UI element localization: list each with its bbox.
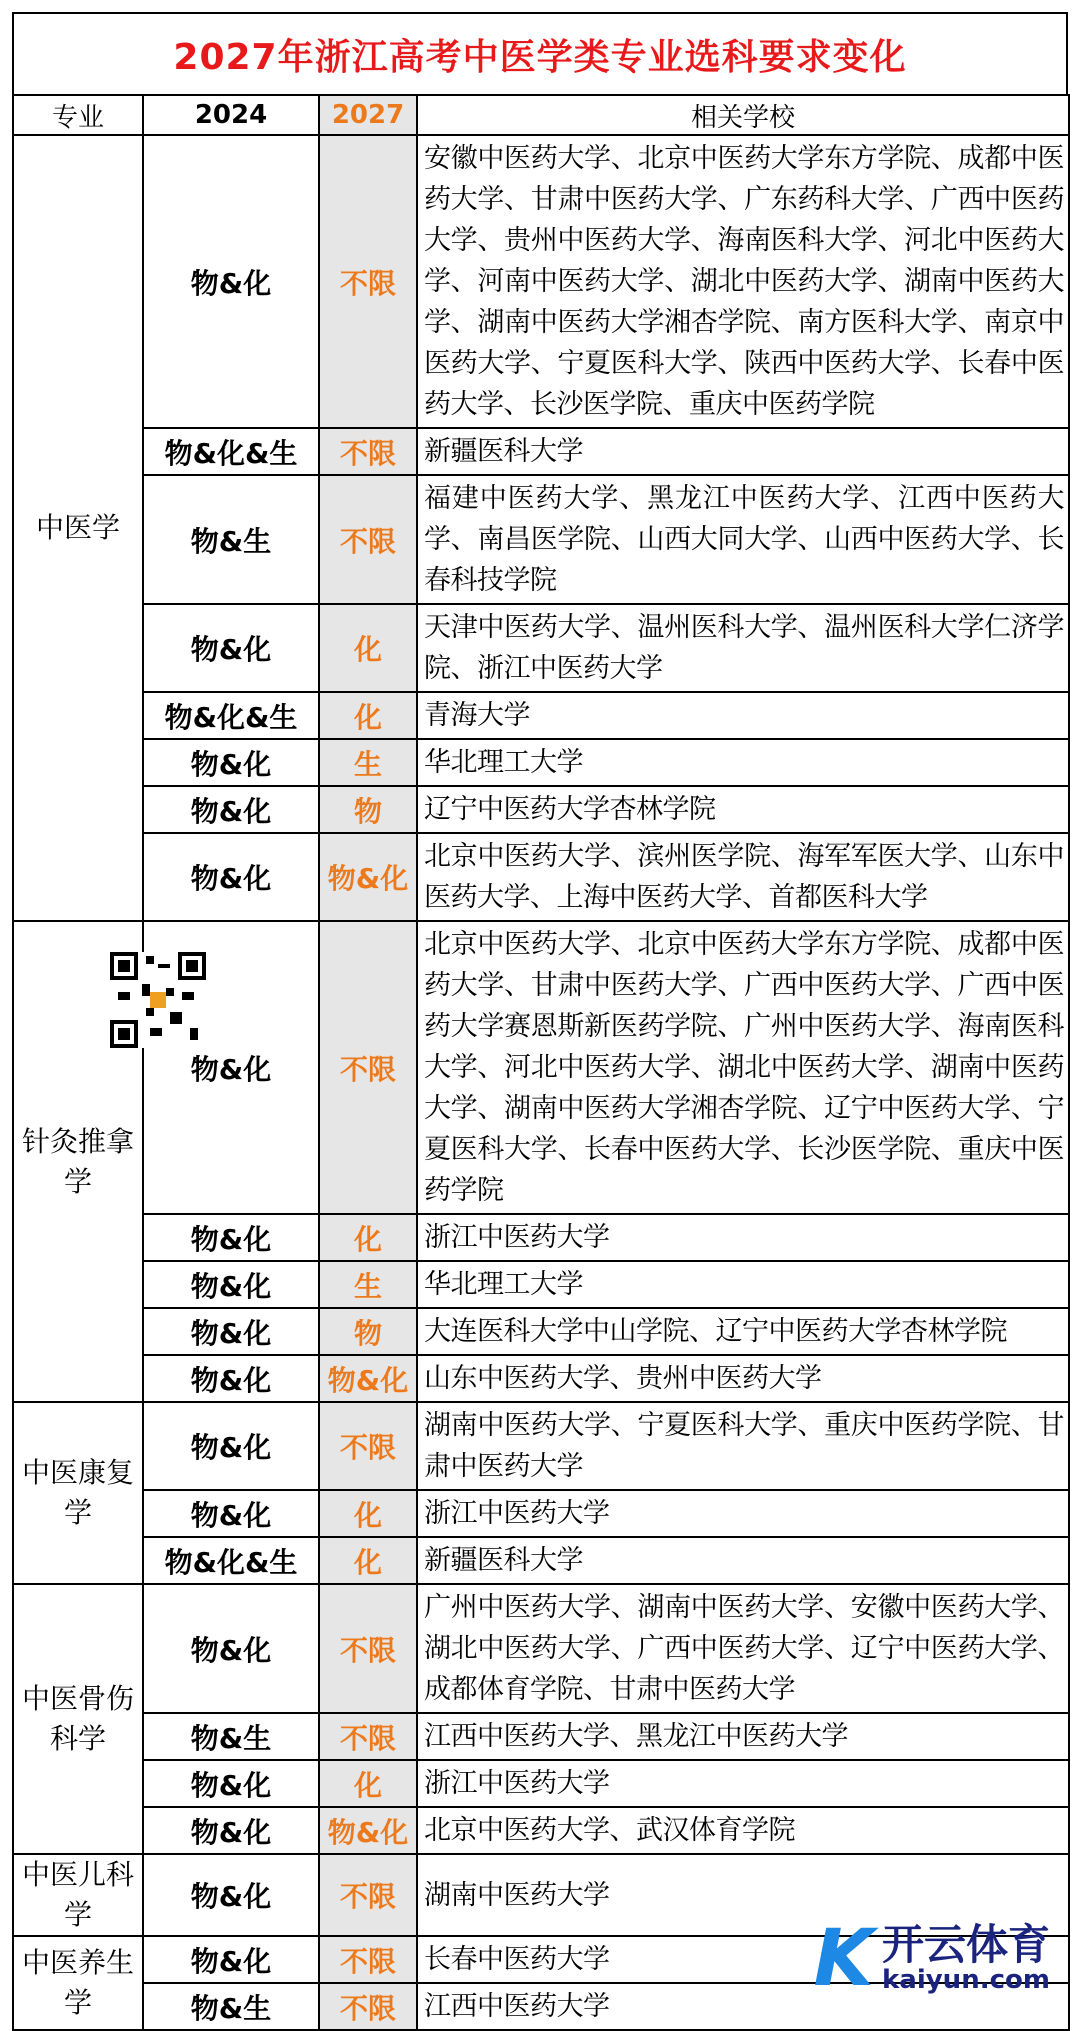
major-cell: 中医康复学 xyxy=(13,1402,143,1584)
requirement-2027: 不限 xyxy=(319,135,417,428)
requirement-2024: 物&化 xyxy=(143,1760,319,1807)
schools-cell: 安徽中医药大学、北京中医药大学东方学院、成都中医药大学、甘肃中医药大学、广东药科大学、广西中医药大学、贵州中医药大学、海南医科大学、河北中医药大学、河南中医药大学、湖北中医药大学、湖南中医药大学、湖南中医药大学湘杏学院、南方医科大学、南京中医药大学、宁夏医科大学、陕西中医药大学、长春中医药大学、长沙医学院、重庆中医药学院 xyxy=(417,135,1069,428)
schools-cell: 福建中医药大学、黑龙江中医药大学、江西中医药大学、南昌医学院、山西大同大学、山西中医药大学、长春科技学院 xyxy=(417,475,1069,604)
requirement-2024: 物&生 xyxy=(143,1713,319,1760)
schools-cell: 长春中医药大学 xyxy=(417,1936,1069,1983)
qr-code-icon xyxy=(110,952,206,1048)
requirement-2027: 不限 xyxy=(319,1983,417,2030)
major-cell: 中医骨伤科学 xyxy=(13,1584,143,1854)
requirement-2027: 化 xyxy=(319,1490,417,1537)
header-2027: 2027 xyxy=(319,95,417,135)
requirement-2024: 物&化 xyxy=(143,1214,319,1261)
schools-cell: 北京中医药大学、滨州医学院、海军军医大学、山东中医药大学、上海中医药大学、首都医科大学 xyxy=(417,833,1069,921)
requirement-2024: 物&化 xyxy=(143,739,319,786)
requirement-2027: 不限 xyxy=(319,1713,417,1760)
requirement-2024: 物&生 xyxy=(143,1983,319,2030)
table-row xyxy=(13,1261,1069,1308)
schools-cell: 天津中医药大学、温州医科大学、温州医科大学仁济学院、浙江中医药大学 xyxy=(417,604,1069,692)
requirement-2024: 物&化 xyxy=(143,1936,319,1983)
schools-cell: 大连医科大学中山学院、辽宁中医药大学杏林学院 xyxy=(417,1308,1069,1355)
requirement-2027: 物&化 xyxy=(319,1355,417,1402)
requirement-2027: 生 xyxy=(319,739,417,786)
schools-cell: 华北理工大学 xyxy=(417,739,1069,786)
requirement-2024: 物&化 xyxy=(143,1355,319,1402)
brand-name: 开云体育 xyxy=(881,1919,1050,1969)
requirement-2024: 物&生 xyxy=(143,475,319,604)
requirement-2024: 物&化 xyxy=(143,921,319,1214)
requirement-2024: 物&化 xyxy=(143,1807,319,1854)
requirement-2027: 化 xyxy=(319,1214,417,1261)
table-row xyxy=(13,135,1069,428)
requirement-2024: 物&化 xyxy=(143,786,319,833)
requirement-2027: 物&化 xyxy=(319,1807,417,1854)
schools-cell: 青海大学 xyxy=(417,692,1069,739)
requirement-2027: 物 xyxy=(319,1308,417,1355)
table-row xyxy=(13,1355,1069,1402)
requirement-2024: 物&化 xyxy=(143,833,319,921)
table-row xyxy=(13,475,1069,604)
subject-change-table xyxy=(12,94,1070,2031)
schools-cell: 江西中医药大学、黑龙江中医药大学 xyxy=(417,1713,1069,1760)
schools-cell: 山东中医药大学、贵州中医药大学 xyxy=(417,1355,1069,1402)
major-cell: 中医养生学 xyxy=(13,1936,143,2030)
schools-cell: 辽宁中医药大学杏林学院 xyxy=(417,786,1069,833)
table-row xyxy=(13,1490,1069,1537)
requirement-2024: 物&化 xyxy=(143,1854,319,1936)
requirement-2024: 物&化 xyxy=(143,1261,319,1308)
schools-cell: 湖南中医药大学 xyxy=(417,1854,1069,1936)
brand-url: kaiyun.com xyxy=(881,1964,1050,1995)
requirement-2024: 物&化 xyxy=(143,1584,319,1713)
schools-cell: 新疆医科大学 xyxy=(417,1537,1069,1584)
requirement-2024: 物&化 xyxy=(143,1402,319,1490)
requirement-2027: 化 xyxy=(319,604,417,692)
header-schools: 相关学校 xyxy=(417,95,1069,135)
schools-cell: 华北理工大学 xyxy=(417,1261,1069,1308)
table-row xyxy=(13,1537,1069,1584)
major-cell: 针灸推拿学 xyxy=(13,921,143,1402)
schools-cell: 新疆医科大学 xyxy=(417,428,1069,475)
page-title: 2027年浙江高考中医学类专业选科要求变化 xyxy=(12,12,1068,94)
requirement-2027: 物&化 xyxy=(319,833,417,921)
header-major: 专业 xyxy=(13,95,143,135)
requirement-2024: 物&化 xyxy=(143,604,319,692)
requirement-2027: 不限 xyxy=(319,1854,417,1936)
brand-logo-icon: K xyxy=(813,1914,874,2004)
schools-cell: 浙江中医药大学 xyxy=(417,1490,1069,1537)
requirement-2024: 物&化 xyxy=(143,1308,319,1355)
requirement-2024: 物&化&生 xyxy=(143,692,319,739)
requirement-2027: 不限 xyxy=(319,1936,417,1983)
brand-watermark xyxy=(813,1914,1050,2004)
requirement-2027: 不限 xyxy=(319,921,417,1214)
table-row xyxy=(13,428,1069,475)
schools-cell: 湖南中医药大学、宁夏医科大学、重庆中医药学院、甘肃中医药大学 xyxy=(417,1402,1069,1490)
table-row xyxy=(13,833,1069,921)
requirement-2027: 化 xyxy=(319,1537,417,1584)
schools-cell: 浙江中医药大学 xyxy=(417,1760,1069,1807)
schools-cell: 北京中医药大学、北京中医药大学东方学院、成都中医药大学、甘肃中医药大学、广西中医药大学、广西中医药大学赛恩斯新医药学院、广州中医药大学、海南医科大学、河北中医药大学、湖北中医药大学、湖南中医药大学、湖南中医药大学湘杏学院、辽宁中医药大学、宁夏医科大学、长春中医药大学、长沙医学院、重庆中医药学院 xyxy=(417,921,1069,1214)
schools-cell: 广州中医药大学、湖南中医药大学、安徽中医药大学、湖北中医药大学、广西中医药大学、辽宁中医药大学、成都体育学院、甘肃中医药大学 xyxy=(417,1584,1069,1713)
table-header-row xyxy=(13,95,1069,135)
table-row xyxy=(13,692,1069,739)
table-row xyxy=(13,1807,1069,1854)
table-row xyxy=(13,1214,1069,1261)
table-row xyxy=(13,604,1069,692)
table-row xyxy=(13,1402,1069,1490)
requirement-2027: 生 xyxy=(319,1261,417,1308)
requirement-2024: 物&化 xyxy=(143,135,319,428)
schools-cell: 北京中医药大学、武汉体育学院 xyxy=(417,1807,1069,1854)
table-row xyxy=(13,1760,1069,1807)
table-row xyxy=(13,1713,1069,1760)
requirement-2027: 不限 xyxy=(319,1402,417,1490)
requirement-2027: 化 xyxy=(319,692,417,739)
schools-cell: 江西中医药大学 xyxy=(417,1983,1069,2030)
requirement-2024: 物&化 xyxy=(143,1490,319,1537)
header-2024: 2024 xyxy=(143,95,319,135)
table-row xyxy=(13,739,1069,786)
table-row xyxy=(13,1308,1069,1355)
major-cell: 中医学 xyxy=(13,135,143,921)
requirement-2027: 不限 xyxy=(319,475,417,604)
requirement-2027: 化 xyxy=(319,1760,417,1807)
requirement-2024: 物&化&生 xyxy=(143,428,319,475)
requirement-2024: 物&化&生 xyxy=(143,1537,319,1584)
major-cell: 中医儿科学 xyxy=(13,1854,143,1936)
table-body xyxy=(13,95,1069,2030)
table-row xyxy=(13,1584,1069,1713)
requirement-2027: 不限 xyxy=(319,1584,417,1713)
schools-cell: 浙江中医药大学 xyxy=(417,1214,1069,1261)
requirement-2027: 不限 xyxy=(319,428,417,475)
table-row xyxy=(13,786,1069,833)
requirement-2027: 物 xyxy=(319,786,417,833)
